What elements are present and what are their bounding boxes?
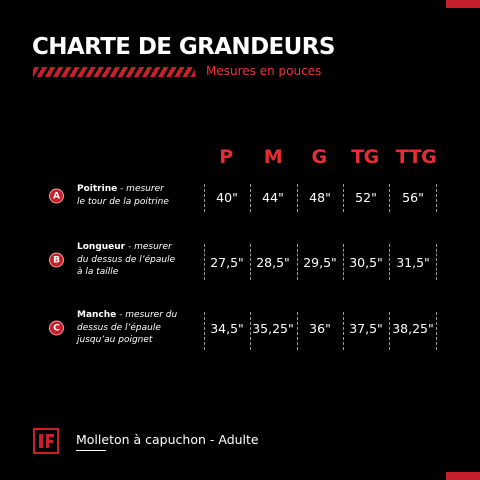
brand-logo-icon bbox=[33, 428, 59, 454]
row-label-chest bbox=[49, 183, 189, 209]
value-chest-tg: 52" bbox=[355, 190, 377, 205]
value-sleeve-ttg: 38,25" bbox=[392, 321, 434, 336]
measure-desc-3: jusqu’au poignet bbox=[77, 335, 153, 345]
badge-c: C bbox=[49, 321, 64, 336]
size-header-m: M bbox=[263, 146, 283, 168]
row-label-sleeve bbox=[49, 309, 189, 347]
value-sleeve-p: 34,5" bbox=[210, 321, 244, 336]
measure-name: Poitrine bbox=[77, 184, 118, 194]
measure-desc-1: - mesurer bbox=[117, 184, 164, 194]
size-header-tg: TG bbox=[351, 146, 379, 168]
measure-name: Longueur bbox=[77, 242, 126, 252]
measure-desc-3: à la taille bbox=[77, 267, 119, 277]
page-title: CHARTE DE GRANDEURS bbox=[32, 34, 335, 60]
separator bbox=[436, 184, 437, 212]
value-chest-p: 40" bbox=[216, 190, 238, 205]
row-description bbox=[77, 241, 189, 279]
value-sleeve-m: 35,25" bbox=[252, 321, 294, 336]
product-underline bbox=[76, 450, 106, 451]
measure-name: Manche bbox=[77, 310, 117, 320]
top-right-accent-bar bbox=[446, 0, 480, 8]
bottom-right-accent-bar bbox=[446, 472, 480, 480]
value-chest-m: 44" bbox=[262, 190, 284, 205]
measure-desc-2: dessus de l’épaule bbox=[77, 322, 161, 333]
size-header-g: G bbox=[311, 146, 327, 168]
badge-b: B bbox=[49, 253, 64, 268]
value-chest-ttg: 56" bbox=[402, 190, 424, 205]
badge-a: A bbox=[49, 189, 64, 204]
measure-desc-2: le tour de la poitrine bbox=[77, 196, 169, 207]
measure-desc-1: - mesurer du bbox=[116, 310, 178, 320]
measure-desc-2: du dessus de l’épaule bbox=[77, 254, 176, 265]
value-sleeve-g: 36" bbox=[309, 321, 331, 336]
row-description bbox=[77, 183, 189, 208]
value-length-g: 29,5" bbox=[303, 255, 337, 270]
row-description bbox=[77, 309, 189, 347]
product-name: Molleton à capuchon - Adulte bbox=[76, 432, 259, 447]
units-subtitle: Mesures en pouces bbox=[206, 64, 322, 78]
separator bbox=[436, 312, 437, 350]
value-length-p: 27,5" bbox=[210, 255, 244, 270]
size-header-ttg: TTG bbox=[395, 146, 437, 168]
value-chest-g: 48" bbox=[309, 190, 331, 205]
measure-desc-1: - mesurer bbox=[125, 242, 172, 252]
value-sleeve-tg: 37,5" bbox=[349, 321, 383, 336]
value-length-ttg: 31,5" bbox=[396, 255, 430, 270]
value-length-m: 28,5" bbox=[256, 255, 290, 270]
hazard-stripe-divider bbox=[33, 67, 195, 77]
size-header-p: P bbox=[219, 146, 233, 168]
separator bbox=[436, 244, 437, 280]
row-label-length bbox=[49, 241, 189, 279]
value-length-tg: 30,5" bbox=[349, 255, 383, 270]
